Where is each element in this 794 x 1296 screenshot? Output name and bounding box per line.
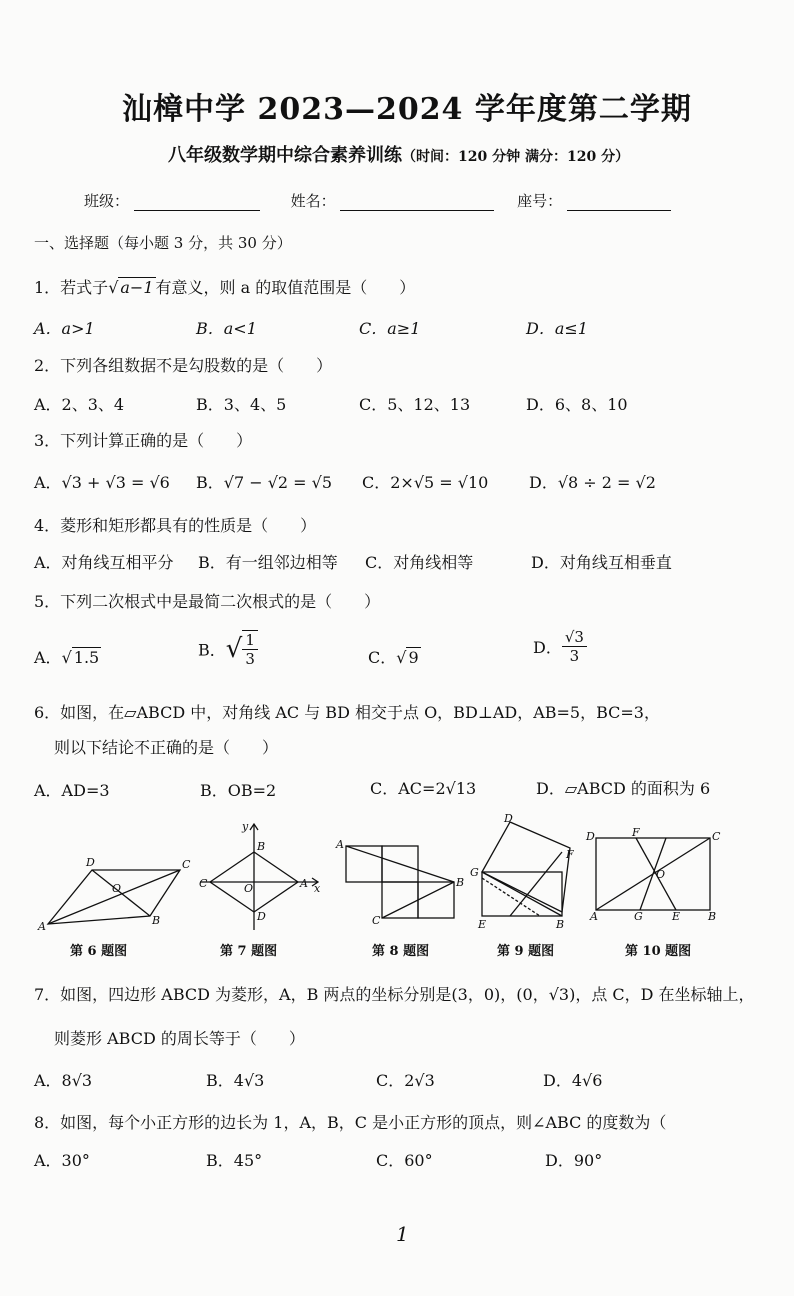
question-4: 4．菱形和矩形都具有的性质是（ ）: [34, 516, 317, 535]
class-field[interactable]: [134, 192, 260, 211]
figure-7-caption: 第 7 题图: [220, 944, 278, 959]
section-heading: 一、选择题（每小题 3 分，共 30 分）: [34, 234, 292, 252]
q5-c-label: C．: [368, 648, 397, 667]
q5-b-label: B．: [198, 640, 226, 660]
q1-option-d[interactable]: D．a≤1: [526, 319, 588, 338]
q5-option-c[interactable]: [368, 645, 421, 668]
q5-d-label: D．: [533, 638, 562, 657]
question-2: 2．下列各组数据不是勾股数的是（ ）: [34, 356, 333, 375]
label-D: D: [257, 910, 266, 923]
q3-option-c[interactable]: C．2×√5 = √10: [362, 473, 489, 492]
student-info-row: [84, 190, 671, 211]
question-3: 3．下列计算正确的是（ ）: [34, 431, 253, 450]
label-D: D: [586, 830, 595, 843]
figure-7-rhombus: [199, 820, 321, 930]
question-7: 7．如图，四边形 ABCD 为菱形，A，B 两点的坐标分别是(3，0)，(0，√3)，点 C，D 在坐标轴上，: [34, 985, 755, 1004]
label-A: A: [336, 838, 344, 851]
q7-option-b[interactable]: B．4√3: [206, 1071, 265, 1090]
q6-option-a[interactable]: A．AD=3: [34, 781, 110, 800]
figure-6-caption: 第 6 题图: [70, 944, 128, 959]
q6-option-b[interactable]: B．OB=2: [200, 781, 277, 800]
label-x: x: [314, 882, 321, 895]
q3-option-d[interactable]: D．√8 ÷ 2 = √2: [529, 473, 656, 492]
question-7-line2: 则菱形 ABCD 的周长等于（ ）: [54, 1029, 305, 1048]
q5-option-a[interactable]: [34, 645, 101, 668]
label-O: O: [112, 882, 122, 895]
label-C: C: [712, 830, 721, 843]
label-A: A: [590, 910, 598, 923]
label-E: E: [672, 910, 681, 923]
q8-option-d[interactable]: D．90°: [545, 1151, 603, 1170]
q5-a-radicand: 1.5: [73, 648, 100, 667]
question-8: 8．如图，每个小正方形的边长为 1，A，B，C 是小正方形的顶点，则∠ABC 的度数为（: [34, 1113, 667, 1132]
label-F: F: [632, 826, 640, 839]
q5-option-b[interactable]: B．√ $\frac{1}{3}$: [198, 630, 258, 668]
label-C: C: [182, 858, 191, 871]
label-B: B: [257, 840, 266, 853]
label-D: D: [504, 812, 513, 825]
label-G: G: [634, 910, 643, 923]
q6-option-d[interactable]: D．▱ABCD 的面积为 6: [536, 779, 711, 798]
question-5: 5．下列二次根式中是最简二次根式的是（ ）: [34, 592, 381, 611]
sqrt-expression: √ 9: [396, 648, 419, 667]
question-6: 6．如图，在▱ABCD 中，对角线 AC 与 BD 相交于点 O，BD⊥AD，AB=5，BC=3，: [34, 703, 660, 722]
q4-option-c[interactable]: C．对角线相等: [365, 553, 474, 572]
q1-radicand: a−1: [120, 278, 154, 297]
q3-option-b[interactable]: B．√7 − √2 = √5: [196, 473, 333, 492]
figure-8-caption: 第 8 题图: [372, 944, 430, 959]
q1-stem-post: 有意义，则 a 的取值范围是（ ）: [155, 278, 416, 297]
label-B: B: [456, 876, 465, 889]
figures-row: [0, 812, 794, 932]
label-D: D: [86, 856, 95, 869]
q4-option-d[interactable]: D．对角线互相垂直: [531, 553, 672, 572]
q8-option-c[interactable]: C．60°: [376, 1151, 433, 1170]
fraction: [562, 628, 587, 665]
figure-10-rectangle: [585, 826, 721, 923]
label-O: O: [656, 868, 666, 881]
q5-b-numerator: 1: [242, 631, 258, 650]
sqrt-expression: √ 1.5: [61, 648, 100, 667]
q5-d-denominator: 3: [569, 647, 580, 665]
q4-option-a[interactable]: A．对角线互相平分: [34, 553, 174, 572]
page-title: 汕樟中学 2023—2024 学年度第二学期: [122, 92, 692, 127]
label-B: B: [556, 918, 565, 931]
q5-d-numerator: √3: [562, 628, 587, 647]
q2-option-b[interactable]: B．3、4、5: [196, 395, 287, 414]
label-A: A: [38, 920, 46, 932]
label-B: B: [708, 910, 717, 923]
q1-stem-pre: 1．若式子: [34, 278, 109, 297]
q5-option-d[interactable]: [533, 628, 587, 665]
label-O: O: [244, 882, 254, 895]
q7-option-c[interactable]: C．2√3: [376, 1071, 435, 1090]
fraction: [242, 630, 258, 668]
label-E: E: [478, 918, 487, 931]
page-subtitle: [168, 141, 629, 167]
q2-option-c[interactable]: C．5、12、13: [359, 395, 471, 414]
sqrt-expression: √ a−1: [108, 278, 154, 297]
question-1: [34, 275, 415, 298]
label-y: y: [242, 820, 249, 833]
q7-option-d[interactable]: D．4√6: [543, 1071, 603, 1090]
class-label: 班级：: [84, 192, 130, 210]
q6-option-c[interactable]: C．AC=2√13: [370, 779, 477, 798]
question-6-line2: 则以下结论不正确的是（ ）: [54, 738, 279, 757]
subtitle-text: 八年级数学期中综合素养训练: [168, 145, 402, 166]
label-F: F: [566, 848, 574, 861]
q2-option-a[interactable]: A．2、3、4: [34, 395, 125, 414]
q5-c-radicand: 9: [408, 648, 419, 667]
figure-6-parallelogram: [37, 856, 191, 932]
label-A: A: [300, 877, 308, 890]
label-B: B: [152, 914, 161, 927]
name-label: 姓名：: [290, 192, 336, 210]
seat-field[interactable]: [567, 192, 671, 211]
label-C: C: [372, 914, 381, 927]
q5-a-label: A．: [34, 648, 62, 667]
q8-option-b[interactable]: B．45°: [206, 1151, 263, 1170]
q1-option-c[interactable]: C．a≥1: [359, 319, 421, 338]
q4-option-b[interactable]: B．有一组邻边相等: [198, 553, 338, 572]
figure-10-caption: 第 10 题图: [625, 944, 692, 959]
q5-b-denominator: 3: [245, 650, 255, 668]
q7-option-a[interactable]: A．8√3: [34, 1071, 93, 1090]
name-field[interactable]: [340, 192, 494, 211]
q1-option-a[interactable]: A．a>1: [34, 319, 95, 338]
exam-meta: （时间：120 分钟 满分：120 分）: [402, 149, 630, 165]
q3-option-a[interactable]: A．√3 + √3 = √6: [34, 473, 170, 492]
page-number: 1: [396, 1222, 409, 1246]
figure-9-caption: 第 9 题图: [497, 944, 555, 959]
seat-label: 座号：: [517, 192, 563, 210]
figure-9-square-construction: [470, 812, 574, 931]
label-G: G: [470, 866, 479, 879]
q2-option-d[interactable]: D．6、8、10: [526, 395, 628, 414]
q1-option-b[interactable]: B．a<1: [196, 319, 257, 338]
label-C: C: [199, 877, 208, 890]
q8-option-a[interactable]: A．30°: [34, 1151, 90, 1170]
figure-8-grid: [335, 838, 464, 927]
